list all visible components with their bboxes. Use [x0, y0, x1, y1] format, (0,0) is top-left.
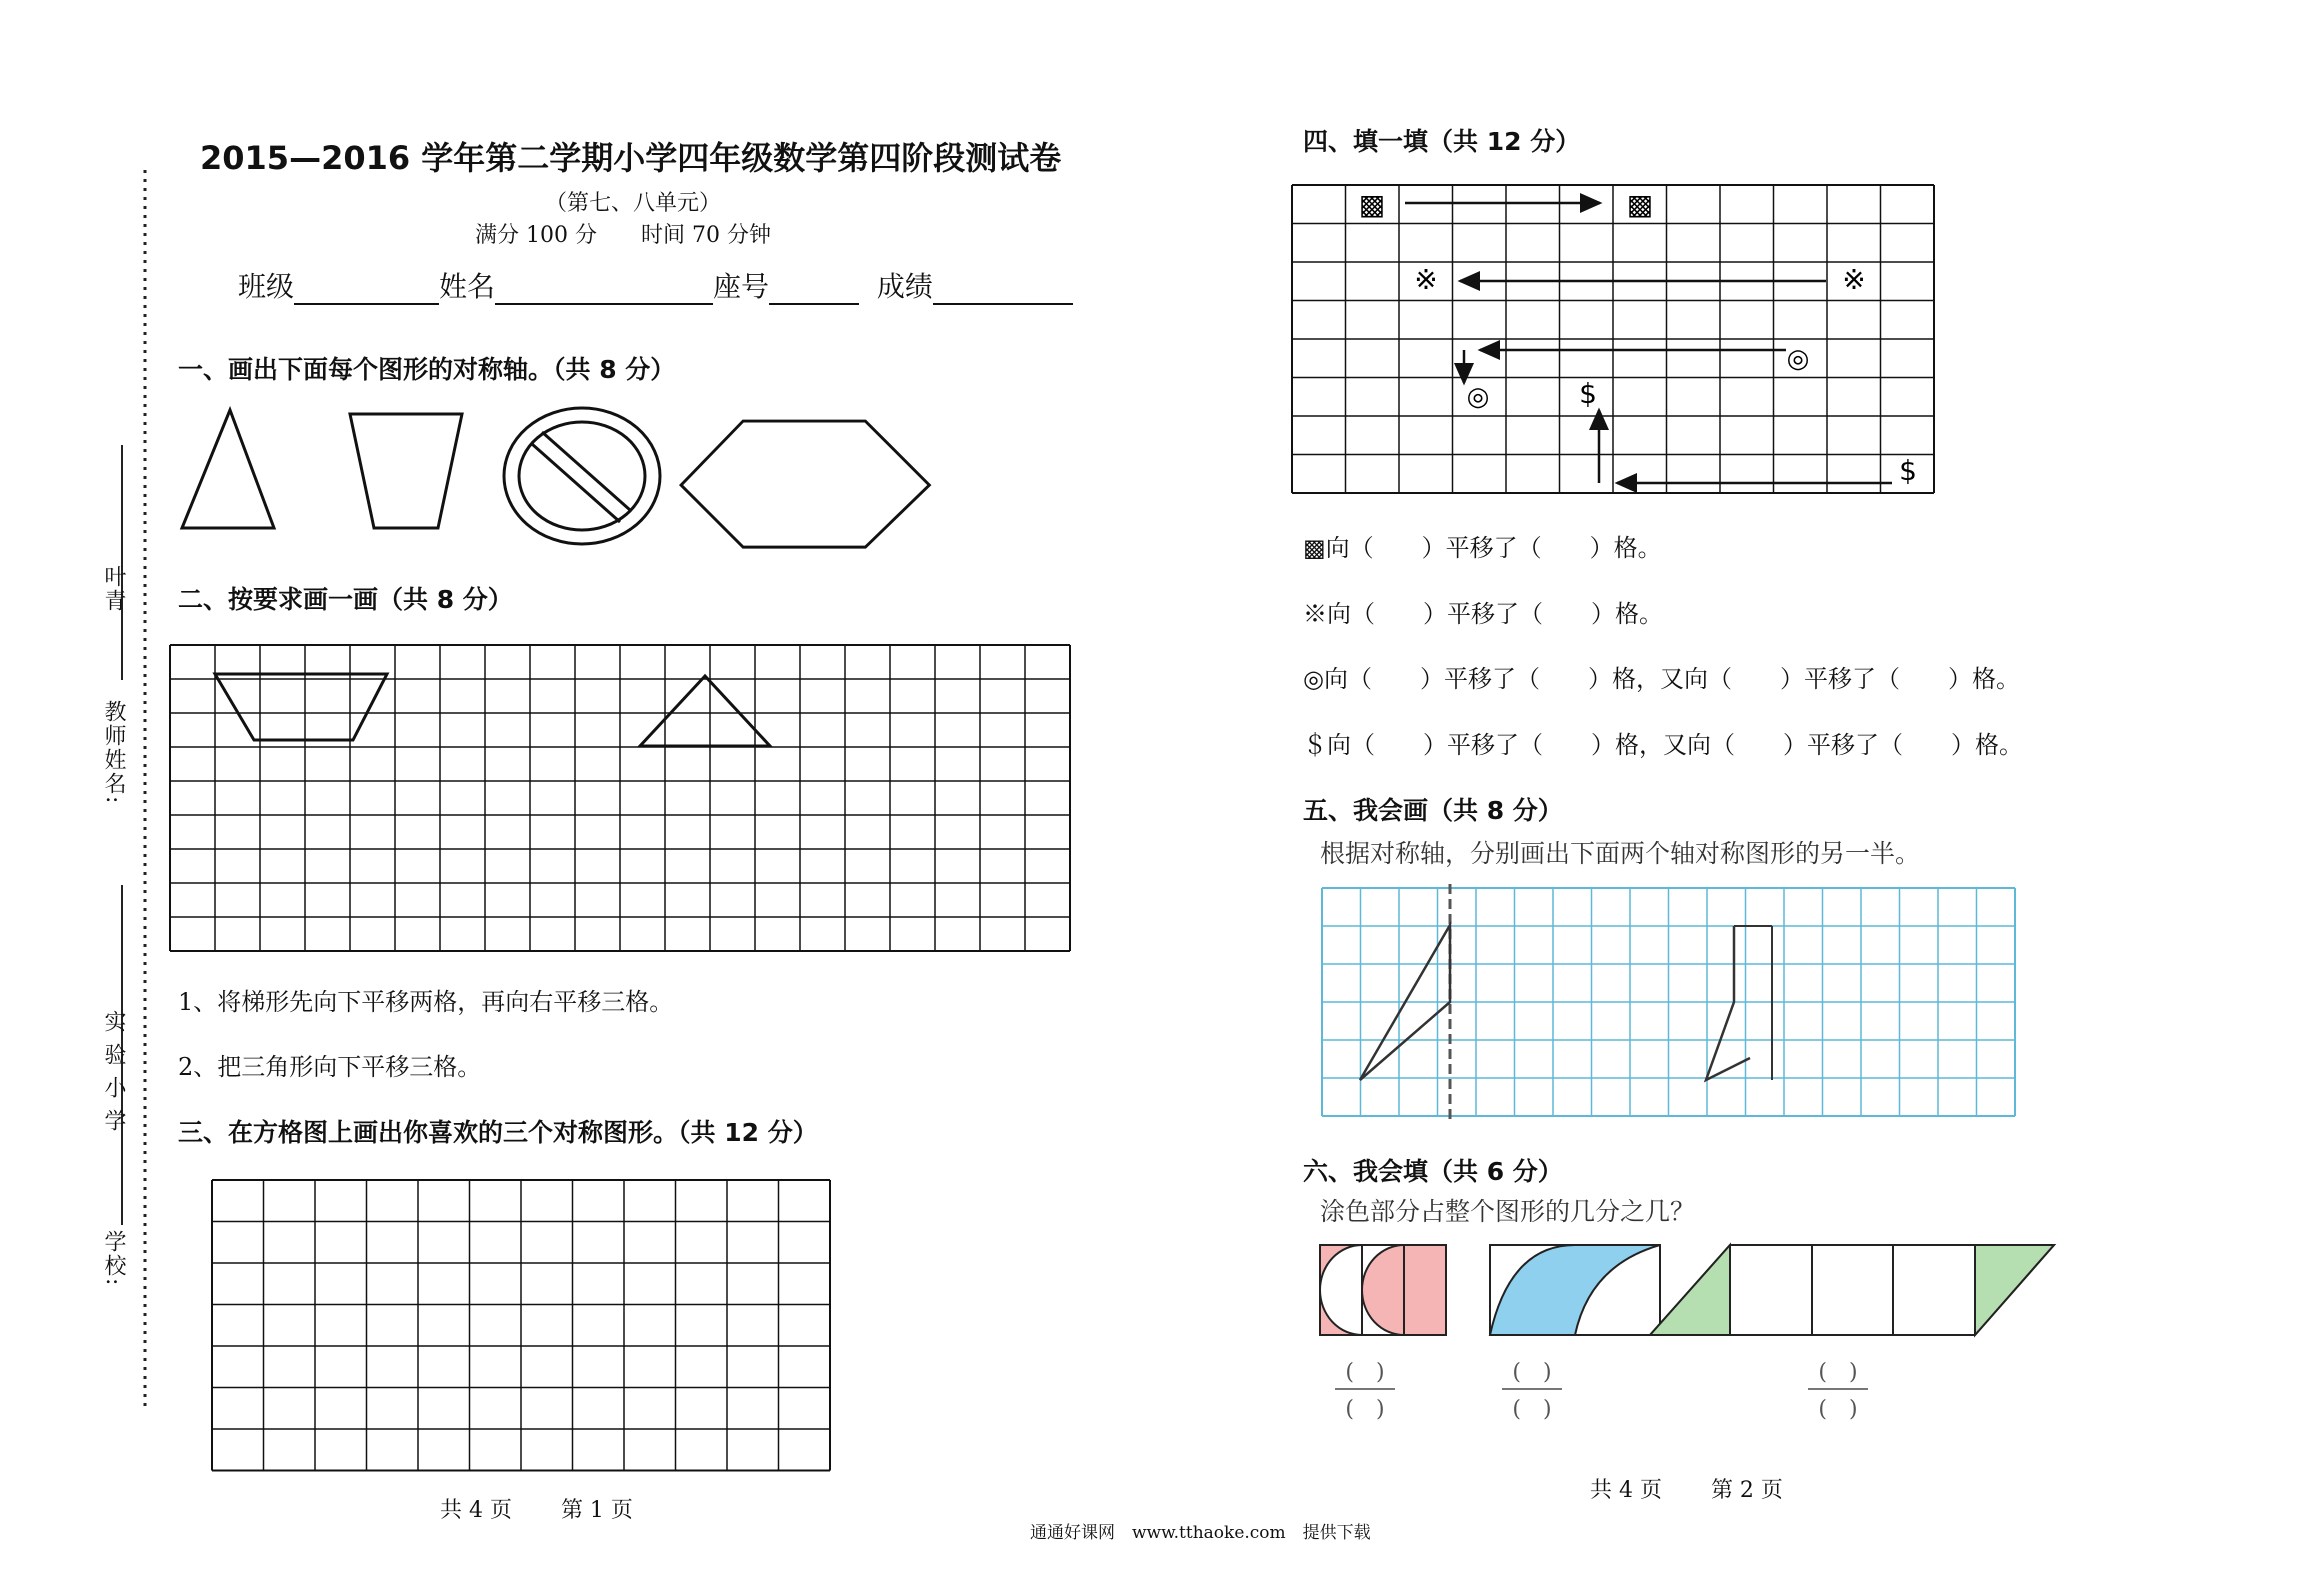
grid-lines	[170, 645, 1070, 951]
section-2-q2: 2、把三角形向下平移三格。	[178, 1053, 482, 1081]
left-total-pages: 共 4 页	[440, 1498, 512, 1523]
fraction-numerator: ( )	[1345, 1360, 1385, 1385]
fraction-answer-1[interactable]	[1335, 1355, 1395, 1423]
half-figure-2	[1706, 926, 1750, 1080]
section-2-grid[interactable]	[170, 645, 1070, 965]
hexagon-shape	[681, 421, 929, 547]
teacher-value: 叶青	[101, 565, 126, 613]
credit-line: 通通好课网 www.tthaoke.com 提供下载	[1030, 1523, 1371, 1543]
right-footer	[1590, 1473, 1783, 1504]
section-4-line-4: ＄向（ ）平移了（ ）格，又向（ ）平移了（ ）格。	[1303, 731, 2023, 759]
ring-symbol-start: ◎	[1786, 344, 1810, 374]
left-page-number: 第 1 页	[560, 1498, 633, 1523]
ring-symbol-end: ◎	[1466, 382, 1490, 412]
subtitle: （第七、八单元）	[545, 191, 722, 216]
score-time: 满分 100 分 时间 70 分钟	[475, 223, 771, 248]
section-5-grid[interactable]	[1310, 880, 2010, 1120]
section-4-grid	[1292, 185, 1942, 505]
section-4-title: 四、填一填（共 12 分）	[1303, 127, 1581, 156]
section-1-shapes	[170, 400, 970, 580]
fraction-denominator: ( )	[1512, 1397, 1552, 1422]
teacher-label: 教师姓名:	[101, 700, 126, 806]
section-6-instruction: 涂色部分占整个图形的几分之几？	[1320, 1197, 1696, 1226]
grid-lines	[212, 1180, 830, 1471]
info-fields	[238, 265, 1073, 305]
triangle-shape	[182, 410, 274, 528]
star-symbol-end: ※	[1414, 263, 1438, 296]
score-blank[interactable]	[933, 277, 1073, 305]
seat-blank[interactable]	[769, 277, 859, 305]
star-symbol-start: ※	[1842, 263, 1866, 296]
school-value: 实 验 小 学	[101, 1010, 126, 1133]
section-6-title: 六、我会填（共 6 分）	[1303, 1157, 1563, 1186]
left-footer	[440, 1493, 633, 1524]
fraction-figure-1	[1320, 1245, 1446, 1335]
square-symbol-end: ▩	[1626, 188, 1654, 221]
section-3-title: 三、在方格图上画出你喜欢的三个对称图形。（共 12 分）	[178, 1118, 818, 1147]
section-5-instruction: 根据对称轴，分别画出下面两个轴对称图形的另一半。	[1320, 839, 1921, 868]
trapezoid-figure	[215, 674, 387, 740]
grid-lines	[1292, 185, 1934, 493]
name-blank[interactable]	[495, 277, 713, 305]
section-5-title: 五、我会画（共 8 分）	[1303, 796, 1563, 825]
section-1-title: 一、画出下面每个图形的对称轴。（共 8 分）	[178, 355, 676, 384]
no-sign-shape	[504, 408, 660, 544]
grid-lines	[1322, 888, 2015, 1116]
fraction-numerator: ( )	[1512, 1360, 1552, 1385]
section-4-line-3: ◎向（ ）平移了（ ）格，又向（ ）平移了（ ）格。	[1303, 665, 2020, 693]
school-label: 学校:	[101, 1230, 126, 1288]
fraction-figure-2	[1490, 1245, 1660, 1335]
class-label: 班级	[238, 270, 295, 303]
dollar-symbol-end: $	[1579, 377, 1597, 410]
section-2-title: 二、按要求画一画（共 8 分）	[178, 585, 513, 614]
section-2-q1: 1、将梯形先向下平移两格，再向右平移三格。	[178, 988, 674, 1016]
fraction-denominator: ( )	[1818, 1397, 1858, 1422]
trapezoid-shape	[350, 414, 462, 528]
section-6-figures	[1310, 1235, 2070, 1355]
section-4-line-2: ※向（ ）平移了（ ）格。	[1303, 600, 1663, 628]
page-title: 2015—2016 学年第二学期小学四年级数学第四阶段测试卷	[200, 139, 1062, 177]
right-total-pages: 共 4 页	[1590, 1478, 1662, 1503]
right-page-number: 第 2 页	[1710, 1478, 1783, 1503]
dollar-symbol-start: $	[1899, 454, 1917, 487]
square-symbol-start: ▩	[1358, 188, 1386, 221]
section-4-line-1: ▩向（ ）平移了（ ）格。	[1303, 534, 1662, 562]
fraction-answer-2[interactable]	[1502, 1355, 1562, 1423]
class-blank[interactable]	[294, 277, 439, 305]
score-label: 成绩	[876, 270, 933, 303]
fraction-denominator: ( )	[1345, 1397, 1385, 1422]
binding-dotted-line	[143, 0, 147, 1595]
name-label: 姓名	[439, 270, 496, 303]
seat-label: 座号	[713, 270, 770, 303]
fraction-answer-3[interactable]	[1808, 1355, 1868, 1423]
section-3-grid[interactable]	[212, 1180, 852, 1480]
fraction-numerator: ( )	[1818, 1360, 1858, 1385]
triangle-figure	[640, 676, 770, 746]
